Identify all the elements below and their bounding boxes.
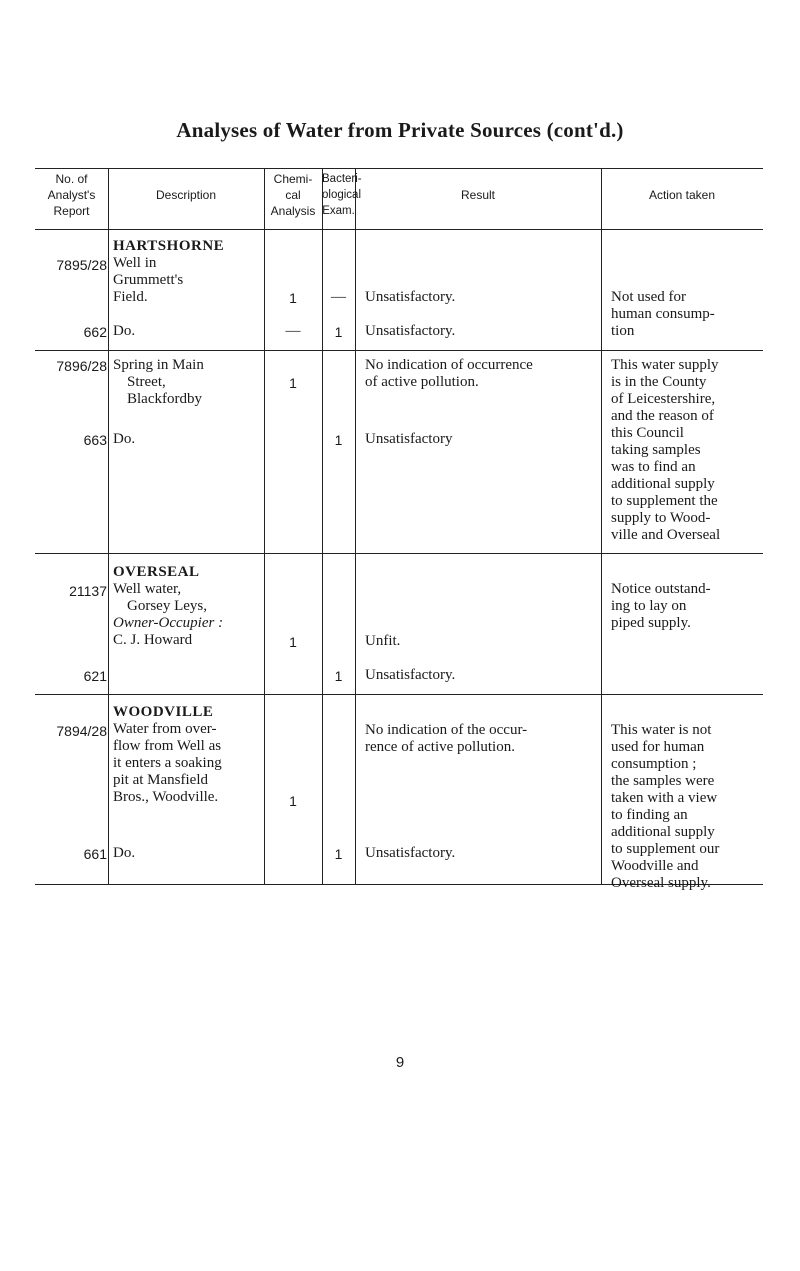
place-heading: OVERSEAL xyxy=(113,564,200,580)
chemical-count: 1 xyxy=(289,793,297,809)
column-divider xyxy=(601,169,602,884)
report-number: 621 xyxy=(83,668,107,684)
result: Unsatisfactory. xyxy=(365,323,456,339)
result: Unfit. xyxy=(365,633,401,649)
header-action: Action taken xyxy=(648,188,716,202)
column-divider xyxy=(322,169,323,884)
place-heading: WOODVILLE xyxy=(113,704,214,720)
report-number: 7896/28 xyxy=(56,358,107,374)
chemical-count: 1 xyxy=(289,634,297,650)
chemical-count: 1 xyxy=(289,290,297,306)
column-divider xyxy=(108,169,109,884)
bacteriological-count: 1 xyxy=(334,668,343,684)
description: Do. xyxy=(113,323,136,339)
description: WOODVILLE Water from over- flow from Well as it enters a soaking pit at Mansfield Bros., Woodville. xyxy=(113,704,265,806)
header-rule xyxy=(35,229,763,230)
place-heading: HARTSHORNE xyxy=(113,238,225,254)
result: Unsatisfactory xyxy=(365,431,453,447)
bacteriological-count: 1 xyxy=(334,324,343,340)
header-description: Description xyxy=(155,188,217,202)
bacteriological-count: 1 xyxy=(334,846,343,862)
row-divider xyxy=(35,350,763,351)
page-title: Analyses of Water from Private Sources (cont'd.) xyxy=(176,118,624,142)
report-number: 661 xyxy=(83,846,107,862)
report-number: 7894/28 xyxy=(56,723,107,739)
bacteriological-count: 1 xyxy=(334,432,343,448)
action-taken: Not used for human consump- tion xyxy=(611,289,715,339)
report-number: 662 xyxy=(83,324,107,340)
chemical-count: — xyxy=(285,323,301,339)
chemical-count: 1 xyxy=(289,375,297,391)
analyses-table xyxy=(35,168,763,891)
row-divider xyxy=(35,553,763,554)
column-divider xyxy=(355,169,356,884)
action-taken: This water supply is in the County of Leicestershire, and the reason of this Council taking samples was to find an additional supply to supplement the supply to Wood- ville and Overseal xyxy=(611,357,721,543)
header-result: Result xyxy=(460,188,495,202)
result: No indication of the occur- rence of active pollution. xyxy=(365,722,528,755)
action-taken: This water is not used for human consumption ; the samples were taken with a view to finding an additional supply to supplement our Woodville and Overseal supply. xyxy=(611,722,720,891)
report-number: 7895/28 xyxy=(56,257,107,273)
header-bacteriological: Bacteri- ological Exam. xyxy=(322,173,362,217)
header-report: No. of Analyst's Report xyxy=(47,172,96,218)
page-number: 9 xyxy=(395,1054,405,1071)
result: Unsatisfactory. xyxy=(365,845,456,861)
bacteriological-count: — xyxy=(331,289,346,305)
description: Do. xyxy=(113,431,136,447)
description: HARTSHORNE Well in Grummett's Field. xyxy=(113,238,263,306)
result: Unsatisfactory. xyxy=(365,667,456,683)
description: Do. xyxy=(113,845,136,861)
row-divider xyxy=(35,694,763,695)
description: Spring in Main Street, Blackfordby xyxy=(113,357,204,407)
header-chemical: Chemi- cal Analysis xyxy=(270,172,316,218)
report-number: 663 xyxy=(83,432,107,448)
result: Unsatisfactory. xyxy=(365,289,456,305)
report-number: 21137 xyxy=(69,583,107,599)
action-taken: Notice outstand- ing to lay on piped supply. xyxy=(611,581,711,631)
result: No indication of occurrence of active pollution. xyxy=(365,357,533,390)
description: OVERSEAL Well water, Gorsey Leys, Owner-Occupier : C. J. Howard xyxy=(113,564,263,649)
